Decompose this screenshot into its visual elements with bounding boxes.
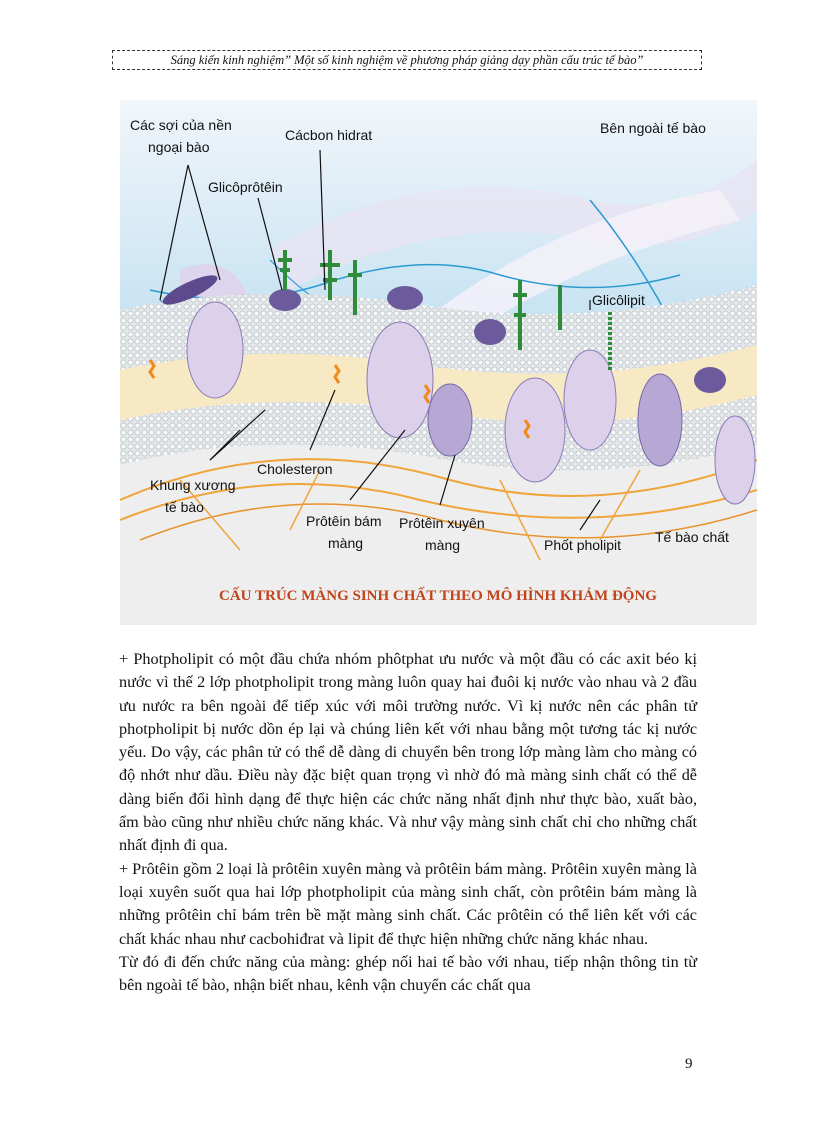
label-cholesterol: Cholesteron	[257, 461, 333, 477]
membrane-illustration	[120, 100, 757, 625]
label-extracellular-fibers-line1: Các sợi của nền	[130, 117, 232, 133]
label-glycoprotein: Glicôprôtêin	[208, 179, 283, 195]
label-carbohydrate: Cácbon hidrat	[285, 127, 373, 143]
page-header: Sáng kiến kinh nghiệm” Một số kinh nghiệm về phương pháp giảng dạy phần cấu trúc tế bào”	[112, 50, 702, 70]
label-cytoskeleton-line2: tế bào	[165, 499, 204, 515]
membrane-diagram	[120, 100, 757, 625]
label-peripheral-protein-line2: màng	[328, 535, 364, 551]
label-phospholipid: Phốt pholipit	[544, 537, 622, 553]
paragraph-membrane-function: Từ đó đi đến chức năng của màng: ghép nối hai tế bào với nhau, tiếp nhận thông tin từ bên ngoài tế bào, nhận biết nhau, kênh vận chuyển các chất qua	[119, 952, 697, 995]
label-cytoskeleton-line1: Khung xương	[150, 477, 236, 493]
label-integral-protein-line2: màng	[425, 537, 461, 553]
paragraph-phospholipid: + Photpholipit có một đầu chứa nhóm phôtphat ưu nước và một đầu có các axit béo kị nước vì thế 2 lớp photpholipit trong màng luôn quay hai đuôi kị nước vào nhau và 2 đầu ưu nước ra bên ngoài để tiếp xúc với môi trường nước. Vì kị nước nên các phân tử photpholipit bị nước dồn ép lại và chúng liên kết với nhau bằng một tương tác kị nước yếu. Do vậy, các phân tử có thể dễ dàng di chuyển bên trong lớp màng làm cho màng có độ nhớt như dầu. Điều này đặc biệt quan trọng vì nhờ đó mà màng sinh chất có thể dễ dàng biến đổi hình dạng để thực hiện các chức năng nhất định như thực bào, xuất bào, ẩm bào cũng như nhiều chức năng khác. Và như vậy màng sinh chất chỉ cho những chất nhất định đi qua.	[119, 650, 697, 855]
label-cytoplasm: Tế bào chất	[655, 529, 729, 545]
label-outside-cell: Bên ngoài tế bào	[600, 120, 706, 136]
label-integral-protein-line1: Prôtêin xuyên	[399, 515, 485, 531]
paragraph-protein: + Prôtêin gồm 2 loại là prôtêin xuyên màng và prôtêin bám màng. Prôtêin xuyên màng là loại xuyên suốt qua hai lớp photpholipit của màng sinh chất, còn prôtêin bám màng là những prôtêin chỉ bám trên bề mặt màng sinh chất. Các prôtêin có thể liên kết với các chất khác nhau như cacbohiđrat và lipit để thực hiện những chức năng khác nhau.	[119, 859, 697, 948]
page-number: 9	[685, 1056, 693, 1072]
label-glycolipid: Glicôlipit	[592, 292, 645, 308]
body-text	[119, 648, 697, 997]
label-extracellular-fibers-line2: ngoại bào	[148, 139, 210, 155]
figure-caption: CẤU TRÚC MÀNG SINH CHẤT THEO MÔ HÌNH KHẢM ĐỘNG	[219, 588, 657, 604]
label-peripheral-protein-line1: Prôtêin bám	[306, 513, 382, 529]
